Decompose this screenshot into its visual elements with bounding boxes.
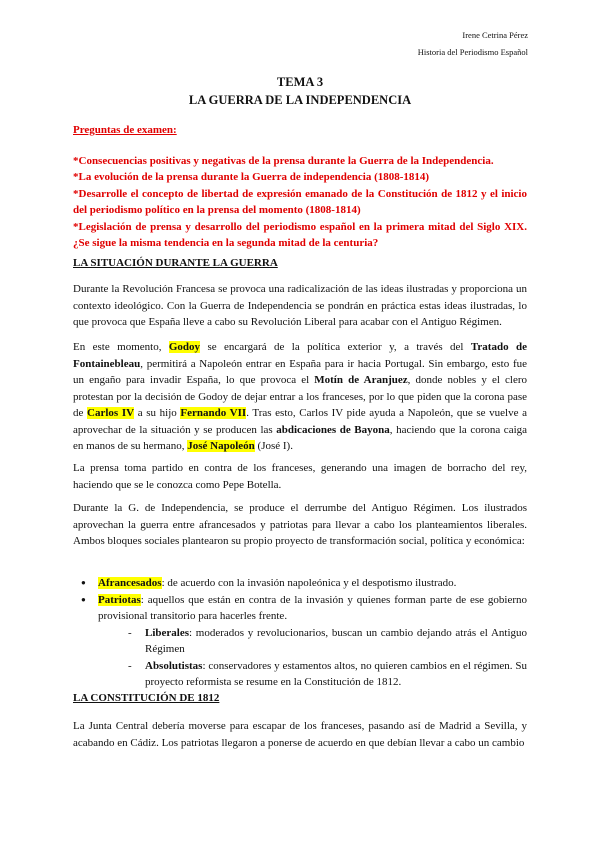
text-span: : de acuerdo con la invasión napoleónica y el despotismo ilustrado. [161,577,457,589]
highlight-fernando: Fernando VII [180,407,247,419]
bold-liberales: Liberales [145,626,189,639]
list-item [73,575,527,592]
text-span: : conservadores y estamentos altos, no quieren cambios en el régimen. Su proyecto reformista se resume en la Constitución de 1812. [145,659,527,688]
section-heading-situacion: LA SITUACIÓN DURANTE LA GUERRA [73,257,278,269]
exam-question-1: *Consecuencias positivas y negativas de la prensa durante la Guerra de la Independencia. [73,154,494,167]
text-span: a su hijo [134,407,181,419]
text-span: En este momento, [73,341,169,353]
paragraph-godoy [73,339,527,455]
bold-absolutistas: Absolutistas [145,659,203,672]
list-item [73,625,527,658]
text-span: , donde nobles y el clero protestan por la decisión de Godoy de dejar entrar a los franceses, por lo que piden que la corona pase de [73,374,527,419]
exam-question-2: *La evolución de la prensa durante la Guerra de independencia (1808-1814) [73,171,430,183]
highlight-carlos: Carlos IV [87,407,135,419]
paragraph-revolucion: Durante la Revolución Francesa se provoca una radicalización de las ideas ilustradas y proporciona un contexto ideológico. Con la Guerra de Independencia se pondrán en práctica estas ideas ilustradas, lo que provoca que España lleve a cabo su Revolución Liberal para acabar con el Antiguo Régimen. [73,283,527,328]
section-heading-constitucion: LA CONSTITUCIÓN DE 1812 [73,692,220,704]
header-author: Irene Cetrina Pérez [462,30,528,40]
text-span: , permitirá a Napoleón entrar en España para ir hacia Portugal. Sin embargo, esto fue un engaño para invadir España, lo que provoca el [73,357,527,386]
text-span: . Tras esto, Carlos IV pide ayuda a Napoleón, que se vuelve a aprovechar de la situación y se producen las [73,407,528,436]
text-span: : aquellos que están en contra de la invasión y quienes forman parte de ese gobierno provisional transitorio para hacerles frente. [98,593,527,622]
title-main: LA GUERRA DE LA INDEPENDENCIA [188,93,412,107]
list-item [73,658,527,691]
bold-tratado: Tratado de Fontainebleau [73,341,528,370]
exam-question-3: *Desarrolle el concepto de libertad de expresión emanado de la Constitución de 1812 y el inicio del periodismo político en la prensa del momento (1808-1814) [73,187,527,216]
paragraph-derrumbe: Durante la G. de Independencia, se produce el derrumbe del Antiguo Régimen. Los ilustrados aprovechan la guerra entre afrancesados y patriotas para llevar a cabo los planteamientos liberales. Ambos bloques sociales plantearon su propio proyecto de transformación social, política y económica: [73,502,527,547]
title-topic: TEMA 3 [276,75,324,89]
bold-abdicaciones: abdicaciones de Bayona [276,423,390,436]
list-item [73,592,527,625]
text-span: : moderados y revolucionarios, buscan un cambio dejando atrás el Antiguo Régimen [145,626,527,655]
exam-questions [73,122,527,252]
bloques-list [73,575,527,691]
highlight-patriotas: Patriotas [98,593,141,606]
page-header [418,27,528,61]
header-course: Historia del Periodismo Español [417,47,528,57]
bold-motin: Motín de Aranjuez [314,374,408,386]
exam-heading: Preguntas de examen: [73,124,177,136]
highlight-godoy: Godoy [168,341,201,353]
highlight-afrancesados: Afrancesados [98,577,162,589]
paragraph-junta: La Junta Central debería moverse para escapar de los franceses, pasando así de Madrid a Sevilla, y acabando en Cádiz. Los patriotas llegaron a ponerse de acuerdo en que debían llevar a cabo un cambio [73,720,527,749]
paragraph-prensa: La prensa toma partido en contra de los franceses, generando una imagen de borracho del rey, haciendo que se le conozca como Pepe Botella. [73,462,527,491]
text-span: se encargará de la política exterior y, a través del [200,341,471,353]
text-span: , haciendo que la corona caiga en manos de su hermano, [73,423,528,452]
text-span: (José I). [254,440,293,452]
highlight-jose: José Napoleón [187,440,255,452]
exam-question-4: *Legislación de prensa y desarrollo del periodismo español en la primera mitad del Siglo XIX. ¿Se sigue la misma tendencia en la segunda mitad de la centuria? [73,220,527,249]
